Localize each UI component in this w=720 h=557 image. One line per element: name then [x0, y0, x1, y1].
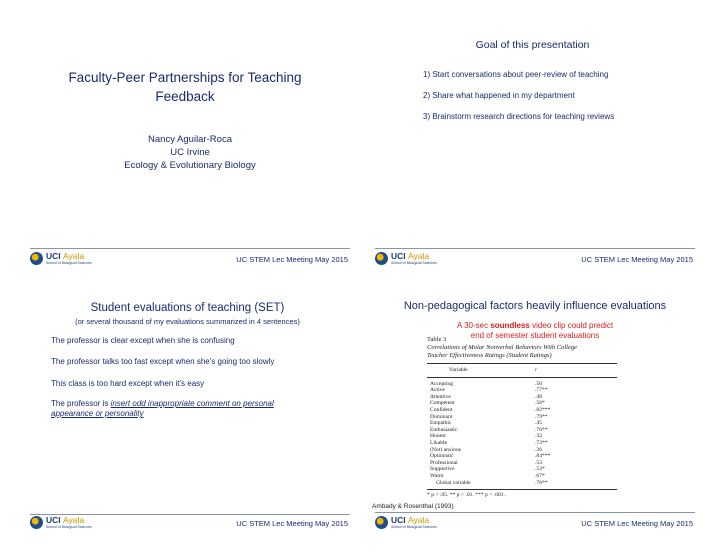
footer-text: UC STEM Lec Meeting May 2015: [236, 519, 348, 528]
table-row: (Not) anxious .26: [430, 446, 542, 453]
uci-logo: UCI Ayala School of Biological Sciences: [30, 516, 92, 529]
table-row: Warm .67*: [430, 472, 545, 479]
set-item: The professor is clear except when she is confusing: [51, 336, 235, 345]
footer-divider: [30, 248, 350, 249]
highlight-text: A 30-sec soundless video clip could predict end of semester student evaluations: [456, 321, 614, 340]
table-row: Competent .56*: [430, 400, 545, 407]
table-body: [427, 381, 617, 487]
table-row: Empathic .45: [430, 420, 542, 427]
author-institution: UC Irvine: [170, 147, 210, 158]
slide-goals: [365, 12, 705, 272]
goal-item: 3) Brainstorm research directions for teaching reviews: [423, 112, 615, 121]
footer-text: UC STEM Lec Meeting May 2015: [581, 519, 693, 528]
goal-item: 1) Start conversations about peer-review of teaching: [423, 70, 609, 79]
table-row: Attentive .48: [430, 393, 542, 400]
table-row: Accepting .50: [430, 380, 542, 387]
slide-set: [20, 282, 360, 542]
table-row: Honest .32: [430, 433, 542, 440]
footer-text: UC STEM Lec Meeting May 2015: [581, 255, 693, 264]
table-row: Professional .53: [430, 459, 542, 466]
slide-heading: Goal of this presentation: [475, 39, 590, 51]
table-header-row: Variable r: [449, 367, 538, 373]
uci-logo-icon: [30, 252, 43, 265]
uci-logo: UCI Ayala School of Biological Sciences: [375, 252, 437, 265]
uci-logo: UCI Ayala School of Biological Sciences: [375, 516, 437, 529]
table-label: Table 3: [427, 336, 447, 343]
author-name: Nancy Aguilar-Roca: [148, 134, 232, 145]
table-row: Confident .82***: [430, 406, 551, 413]
uci-logo: UCI Ayala School of Biological Sciences: [30, 252, 92, 265]
table-row: Active .77**: [430, 387, 548, 394]
set-item: The professor is insert odd inappropriate comment on personal appearance or personality: [51, 399, 274, 418]
table-caption: Teacher Effectiveness Ratings (Student Ratings): [427, 352, 552, 359]
footer-divider: [375, 512, 695, 513]
correlation-table: [427, 336, 617, 499]
table-row: Supportive .53*: [430, 466, 545, 473]
table-row: Optimistic .84***: [430, 453, 551, 460]
citation: Ambady & Rosenthal (1993): [372, 503, 454, 510]
slide-heading: Student evaluations of teaching (SET): [90, 302, 285, 314]
author-department: Ecology & Evolutionary Biology: [124, 160, 256, 171]
table-row: Dominant .79**: [430, 413, 548, 420]
slide-subheading: (or several thousand of my evaluations summarized in 4 sentences): [75, 317, 300, 326]
slide-title: [20, 12, 360, 272]
slide-nonpedagogical: [365, 282, 705, 542]
table-note: * p < .05. ** p < .01. *** p < .001.: [427, 492, 505, 499]
uci-logo-icon: [375, 252, 388, 265]
footer-divider: [375, 248, 695, 249]
presentation-title: Faculty-Peer Partnerships for Teaching Feedback: [68, 70, 302, 104]
table-caption: Correlations of Molar Nonverbal Behaviors With College: [427, 344, 577, 351]
table-row: Likable .73**: [430, 439, 548, 446]
table-row: Enthusiastic .76**: [430, 426, 548, 433]
slide-heading: Non-pedagogical factors heavily influence evaluations: [403, 300, 667, 312]
table-row: Global variable .76**: [436, 479, 548, 486]
set-item: This class is too hard except when it's easy: [51, 379, 205, 388]
footer-text: UC STEM Lec Meeting May 2015: [236, 255, 348, 264]
goal-item: 2) Share what happened in my department: [423, 91, 575, 100]
uci-logo-icon: [30, 516, 43, 529]
set-item: The professor talks too fast except when she's going too slowly: [51, 357, 275, 366]
uci-logo-icon: [375, 516, 388, 529]
